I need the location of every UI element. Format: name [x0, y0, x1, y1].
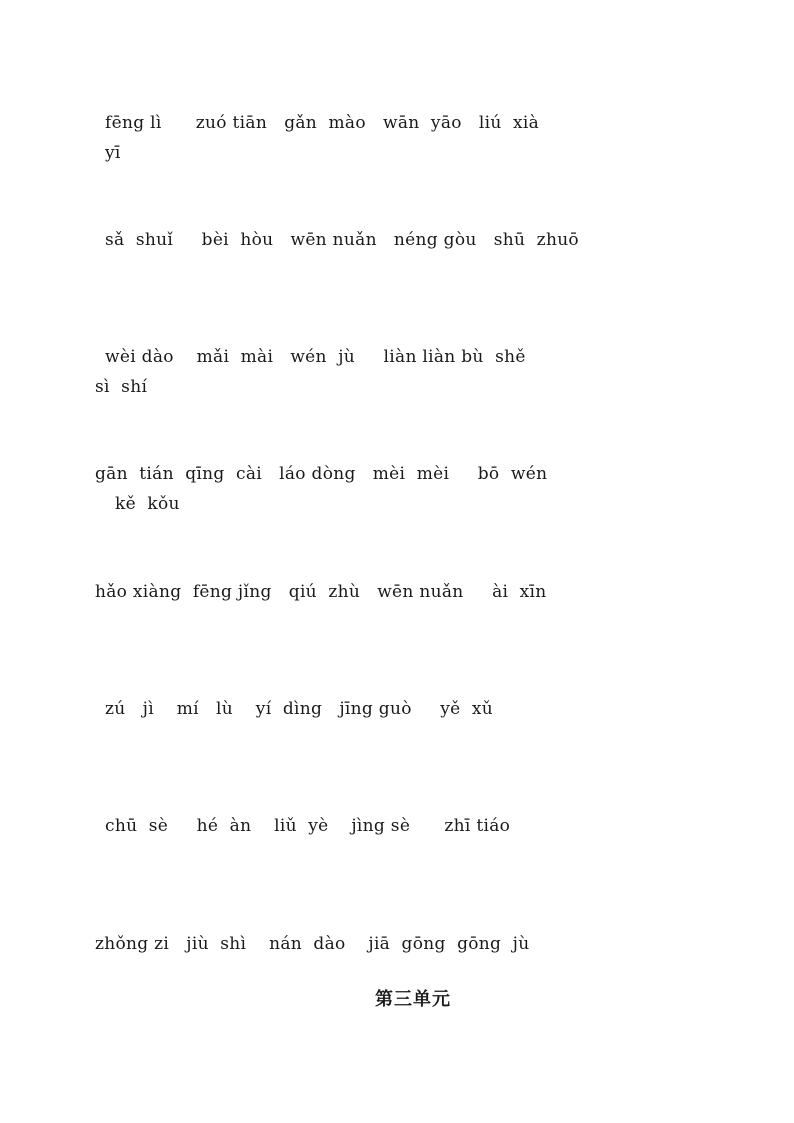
pinyin-row-6: zú jì mí lù yí dìng jīng guò yě xǔ — [105, 699, 494, 719]
pinyin-row-1: fēng lì zuó tiān gǎn mào wān yāo liú xià — [105, 113, 540, 133]
pinyin-row-4: gān tián qīng cài láo dòng mèi mèi bō wén — [95, 464, 548, 484]
pinyin-row-5: hǎo xiàng fēng jǐng qiú zhù wēn nuǎn ài xīn — [95, 582, 547, 602]
pinyin-row-4-continuation: kě kǒu — [115, 494, 180, 514]
pinyin-row-3-continuation: sì shí — [95, 377, 148, 397]
pinyin-row-1-continuation: yī — [105, 143, 121, 163]
pinyin-row-2: sǎ shuǐ bèi hòu wēn nuǎn néng gòu shū zhuō — [105, 230, 579, 250]
pinyin-row-3: wèi dào mǎi mài wén jù liàn liàn bù shě — [105, 347, 526, 367]
pinyin-row-8: zhǒng zi jiù shì nán dào jiā gōng gōng jù — [95, 934, 530, 954]
pinyin-row-7: chū sè hé àn liǔ yè jìng sè zhī tiáo — [105, 816, 511, 836]
unit-heading: 第三单元 — [375, 989, 451, 1010]
